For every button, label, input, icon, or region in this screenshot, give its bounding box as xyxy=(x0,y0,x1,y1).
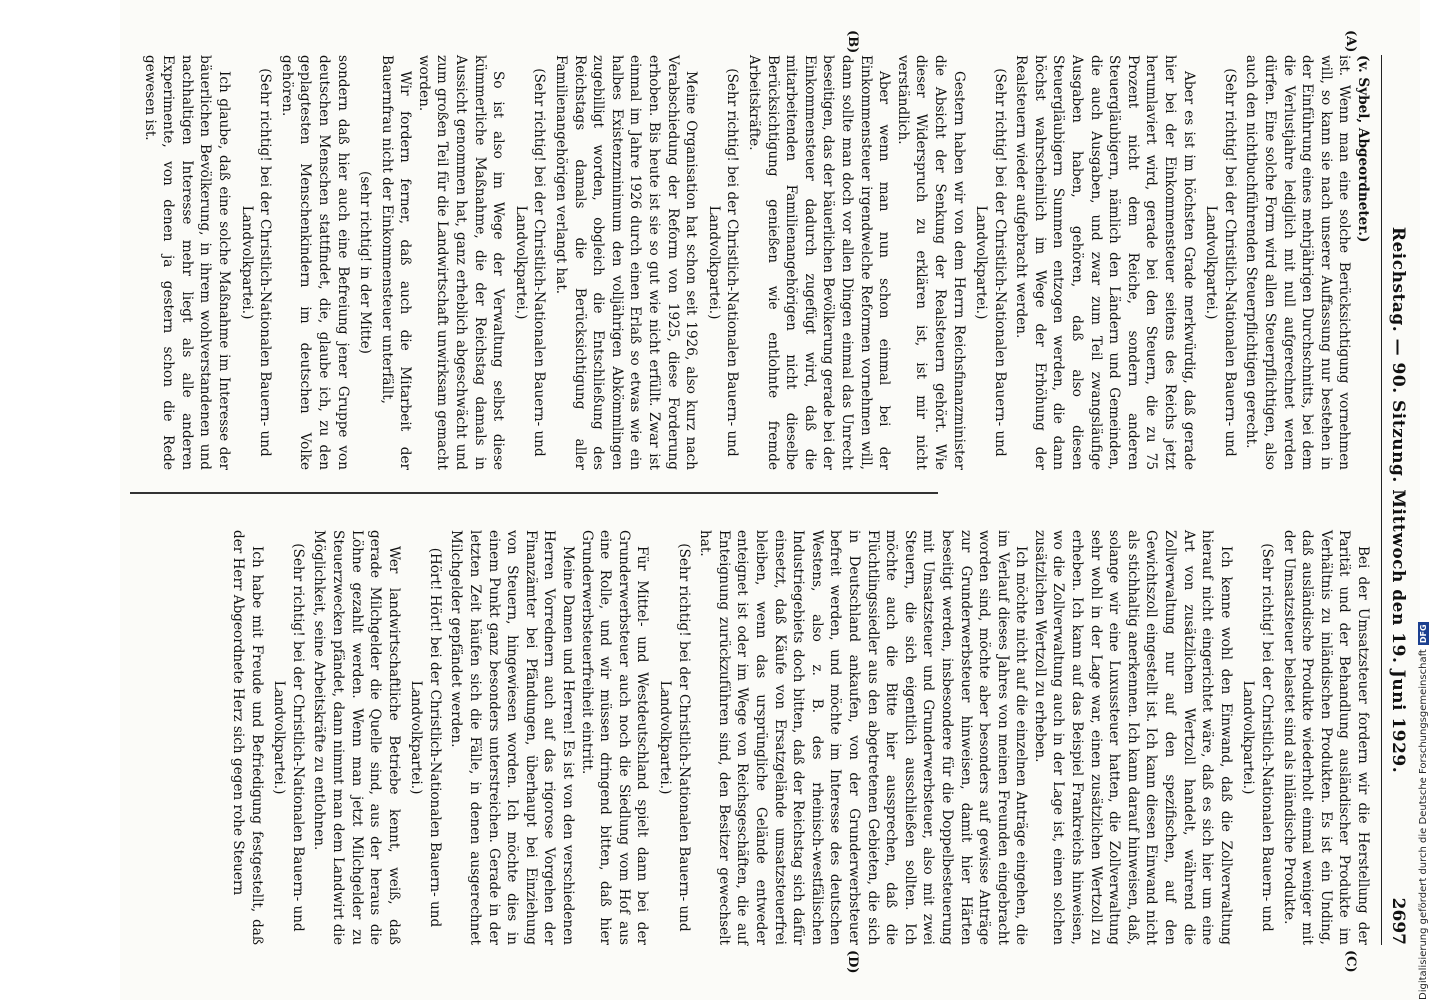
paragraph: Meine Organisation hat schon seit 1926, also kurz nach Verabschiedung der Reform von 1925, diese Forderung erhoben. Bis heute ist sie so gut wie nicht erfüllt. Zwar ist einmal im Jahre 1926 durch einen Erlaß so etwas wie ein halbes Existenzminimum den volljährigen Abkömmlingen zugebilligt worden, obgleich die Entschließung des Reichstags damals die Berücksichtigung aller Familienangehörigen verlangt hat. xyxy=(553,55,700,470)
margin-mark-d: (D) xyxy=(845,950,860,974)
remark: (Sehr richtig! bei der Christlich-Nationalen Bauern- und Landvolkpartei.) xyxy=(1240,543,1276,932)
remark: (Sehr richtig! bei der Christlich-Nationalen Bauern- und Landvolkpartei.) xyxy=(238,68,274,457)
remark: (Sehr richtig! bei der Christlich-Nationalen Bauern- und Landvolkpartei.) xyxy=(271,543,306,932)
paragraph: Ich glaube, daß eine solche Maßnahme im Interesse der bäuerlichen Bevölkerung, in ihrem wohlverstandenen und nachhaltigen Interesse mehr liegt als alle anderen Experimente, von denen ja gestern schon die Rede gewesen ist. xyxy=(141,55,232,470)
paragraph: Für Mittel- und Westdeutschland spielt dann bei der Grunderwerbsteuer auch noch die Siedlung vom Hof aus eine Rolle, und wir müssen dringend bitten, daß hier Grunderwerbsteuerfreiheit eintritt. xyxy=(578,530,651,945)
credit-text: Digitalisierung gefördert durch die Deutsche Forschungsgemeinschaft xyxy=(1418,649,1429,1000)
page-number: 2697 xyxy=(1388,897,1408,945)
paragraph: Aber wenn man nun schon einmal bei der Einkommensteuer irgendwelche Reformen vornehmen will, dann sollte man doch vor allen Dingen einmal das Unrecht beseitigen, das der bäuerlichen Bevölkerung gerade bei der Einkommensteuer dadurch zugefügt wird, daß die mitarbeitenden Familienangehörigen nicht dieselbe Berücksichtigung genießen wie entlohnte fremde Arbeitskräfte. xyxy=(746,55,893,470)
paragraph: ist. Wenn man eine solche Berücksichtigung vornehmen will, so kann sie nach unserer Auffassung nur bestehen in der Einführung eines mehrjährigen Durchschnitts, bei dem die Verlustjahre lediglich mit null aufgerechnet werden dürfen. Eine solche Form wird allen Steuerpflichtigen, also auch den nichtbuchführenden Steuerpflichtigen gerecht. xyxy=(1243,55,1353,470)
newspaper-page xyxy=(120,0,1420,1000)
running-title: Reichstag. — 90. Sitzung. Mittwoch den 19. Juni 1929. xyxy=(1388,226,1408,774)
paragraph: Bei der Umsatzsteuer fordern wir die Herstellung der Parität und der Behandlung ausländischer Produkte im Verhältnis zu inländischen Produkten. Es ist ein Unding, daß ausländische Produkte wiederholt einmal weniger mit der Umsatzsteuer belastet sind als inländische Produkte. xyxy=(1280,530,1371,945)
digitization-credit xyxy=(1418,622,1429,1000)
paragraph: Wer landwirtschaftliche Betriebe kennt, weiß, daß gerade Milchgelder die Quelle sind, aus der heraus die Löhne gezahlt werden. Wenn man jetzt Milchgelder zu Steuerzwecken pfändet, dann nimmt man dem Landwirt die Möglichkeit, seine Arbeitskräfte zu entlohnen. xyxy=(311,530,402,945)
paragraph: Ich habe mit Freude und Befriedigung festgestellt, daß der Herr Abgeordnete Herz sich gegen rohe Steuern xyxy=(229,530,265,945)
paragraph: Ich möchte nicht auf die einzelnen Anträge eingehen, die im Verlauf dieses Jahres von meinen Freunden eingebracht worden sind, möchte aber besonders auf gewisse Anträge zur Grunderwerbsteuer hinweisen, damit hier Härten beseitigt werden, insbesondere für die Doppelbesteuerung mit Umsatzsteuer und Grunderwerbsteuer, also mit zwei Steuern, die sich eigentlich ausschließen sollten. Ich möchte auch die Bitte hier aussprechen, daß die Flüchtlingssiedler aus den abgetretenen Gebieten, die sich in Deutschland ankaufen, von der Grunderwerbsteuer befreit werden, und möchte im Interesse des deutschen Westens, also z. B. des rheinisch-westfälischen Industriegebiets doch bitten, daß der Reichstag sich dafür einsetzt, daß Käufe von Ersatzgelände umsatzsteuerfrei bleiben, wenn das ursprüngliche Gelände entweder enteignet ist oder im Wege von Reichsgeschäften, die auf Enteignung zurückzuführen sind, den Besitzer gewechselt hat. xyxy=(697,530,1030,945)
remark: (Sehr richtig! bei der Christlich-Nationalen Bauern- und Landvolkpartei.) xyxy=(705,68,741,457)
margin-mark-c: (C) xyxy=(1343,950,1358,973)
remark: (Sehr richtig! bei der Christlich-Nationalen Bauern- und Landvolkpartei.) xyxy=(512,68,548,457)
speaker-tag: (v. Sybel, Abgeordneter.) xyxy=(1355,55,1371,243)
paragraph: Meine Damen und Herren! Es ist von den verschiedenen Herren Vorrednern auch auf das rigorose Vorgehen der Finanzämter bei Pfändungen, überhaupt bei Einziehung von Steuern, hingewiesen worden. Ich möchte dies in einem Punkt ganz besonders unterstreichen. Gerade in der letzten Zeit häufen sich die Fälle, in denen ausgerechnet Milchgelder gepfändet werden. xyxy=(448,530,577,945)
dfg-logo: DFG xyxy=(1419,624,1428,644)
paragraph: Ich kenne wohl den Einwand, daß die Zollverwaltung hierauf nicht eingerichtet wäre, daß es sich hier um eine Art von zusätzlichem Wertzoll handelt, während die Zollverwaltung nur auf den spezifischen, auf den Gewichtszoll eingestellt ist. Ich kann diesen Einwand nicht als stichhaltig anerkennen. Ich kann darauf hinweisen, daß, solange wir eine Luxussteuer hatten, die Zollverwaltung sehr wohl in der Lage war, einen zusätzlichen Wertzoll zu erheben. Ich kann auf das Beispiel Frankreichs hinweisen, wo die Zollverwaltung auch in der Lage ist, einen solchen zusätzlichen Wertzoll zu erheben. xyxy=(1031,530,1234,945)
remark: (Sehr richtig! bei der Christlich-Nationalen Bauern- und Landvolkpartei.) xyxy=(973,68,1008,457)
paragraph: Wir fordern ferner, daß auch die Mitarbeit der Bauernfrau nicht der Einkommensteuer unterfällt, xyxy=(378,55,414,470)
right-column xyxy=(152,530,1372,945)
page-header xyxy=(1381,55,1408,945)
remark: (Sehr richtig! bei der Christlich-Nationalen Bauern- und Landvolkpartei.) xyxy=(1203,68,1238,457)
remark: (Sehr richtig! bei der Christlich-Nationalen Bauern- und Landvolkpartei.) xyxy=(657,543,692,932)
paragraph: Aber es ist im höchsten Grade merkwürdig, daß gerade hier bei der Einkommensteuer seitens des Reichs jetzt herumlaviert wird, gerade bei den Steuern, die zu 75 Prozent nicht dem Reiche, sondern anderen Steuergläubigern, nämlich den Ländern und Gemeinden, die auch Ausgaben, und zwar zum Teil zwangsläufige Ausgaben haben, gehören, daß also diesen Steuergläubigern Summen entzogen werden, die dann höchst wahrscheinlich im Wege der Erhöhung der Realsteuern wieder aufgebracht werden. xyxy=(1013,55,1197,470)
margin-mark-b: (B) xyxy=(845,30,860,54)
left-column xyxy=(141,55,1372,470)
remark: (sehr richtig! in der Mitte) xyxy=(357,171,374,354)
column-rule xyxy=(130,492,938,494)
paragraph: Gestern haben wir von dem Herrn Reichsfinanzminister die Absicht der Senkung der Realsteuern gehört. Wie dieser Widerspruch zu erklären ist, ist mir nicht verständlich. xyxy=(894,55,967,470)
margin-mark-a: (A) xyxy=(1343,30,1358,53)
paragraph: sondern daß hier auch eine Befreiung jener Gruppe von deutschen Menschen stattfindet, die, glaube ich, zu den geplagtesten Menschenkindern im deutschen Volke gehören. xyxy=(278,55,351,470)
paragraph: So ist also im Wege der Verwaltung selbst diese kümmerliche Maßnahme, die der Reichstag damals in Aussicht genommen hat, ganz erheblich abgeschwächt und zum großen Teil für die Landwirtschaft unwirksam gemacht worden. xyxy=(415,55,507,470)
remark: (Hört! Hört! bei der Christlich-Nationalen Bauern- und Landvolkpartei.) xyxy=(408,547,443,928)
